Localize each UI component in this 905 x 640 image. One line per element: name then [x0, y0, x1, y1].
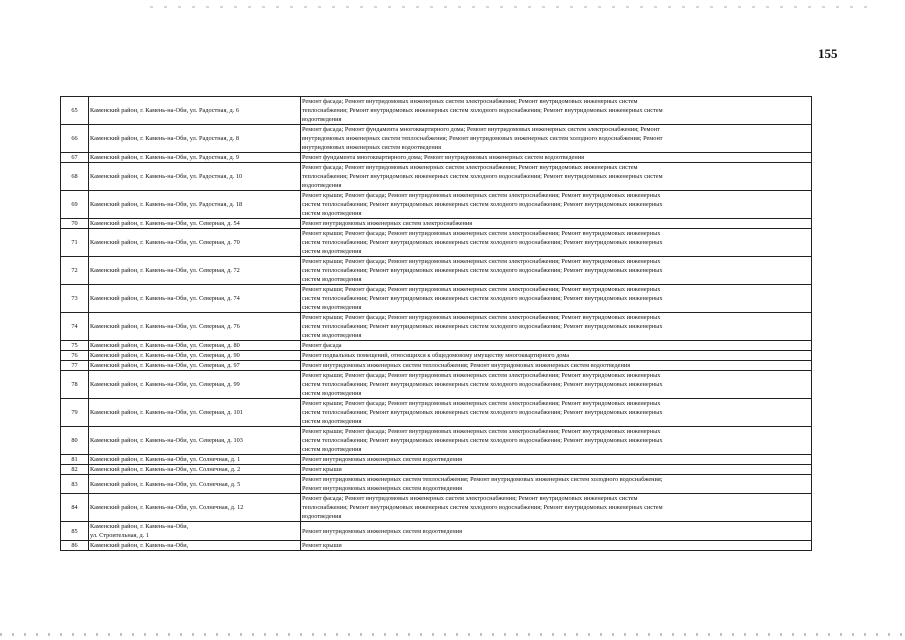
work-line: систем водоотведения	[302, 390, 362, 397]
work-cell	[301, 494, 812, 522]
scan-noise-bottom	[0, 633, 905, 636]
work-line: Ремонт фасада; Ремонт фундамента многоквартирного дома; Ремонт внутридомовых инженерных систем электроснабжения; Ремонт	[302, 126, 660, 133]
address-cell	[89, 163, 301, 191]
work-line: систем теплоснабжения; Ремонт внутридомовых инженерных систем холодного водоснабжения; Ремонт внутридомовых инженерных	[302, 323, 663, 330]
address-cell	[89, 153, 301, 163]
table-row	[61, 465, 812, 475]
work-line: систем теплоснабжения; Ремонт внутридомовых инженерных систем холодного водоснабжения; Ремонт внутридомовых инженерных	[302, 381, 663, 388]
address-cell	[89, 465, 301, 475]
address-line: Каменский район, г. Камень-на-Оби, ул. Северная, д. 80	[90, 342, 240, 349]
row-number: 75	[61, 341, 89, 351]
address-line: Каменский район, г. Камень-на-Оби, ул. Северная, д. 54	[90, 220, 240, 227]
work-line: систем водоотведения	[302, 332, 362, 339]
work-line: Ремонт крыши; Ремонт фасада; Ремонт внутридомовых инженерных систем электроснабжения; Ремонт внутридомовых инженерных	[302, 192, 661, 199]
table-row	[61, 163, 812, 191]
table-row	[61, 427, 812, 455]
address-cell	[89, 313, 301, 341]
row-number: 70	[61, 219, 89, 229]
work-line: Ремонт внутридомовых инженерных систем водоотведения	[302, 527, 463, 535]
work-line: Ремонт крыши; Ремонт фасада; Ремонт внутридомовых инженерных систем электроснабжения; Ремонт внутридомовых инженерных	[302, 286, 661, 293]
work-cell	[301, 313, 812, 341]
work-line: Ремонт фасада; Ремонт внутридомовых инженерных систем электроснабжения; Ремонт внутридомовых инженерных систем	[302, 98, 638, 105]
address-cell	[89, 371, 301, 399]
row-number: 71	[61, 229, 89, 257]
row-number: 84	[61, 494, 89, 522]
work-cell	[301, 427, 812, 455]
table-row	[61, 219, 812, 229]
table-row	[61, 341, 812, 351]
table-row	[61, 153, 812, 163]
table-row	[61, 97, 812, 125]
address-line: Каменский район, г. Камень-на-Оби, ул. Северная, д. 72	[90, 267, 240, 274]
work-cell	[301, 191, 812, 219]
work-line: теплоснабжения; Ремонт внутридомовых инженерных систем холодного водоснабжения; Ремонт внутридомовых инженерных систем	[302, 107, 663, 114]
row-number: 74	[61, 313, 89, 341]
work-line: водоотведения	[302, 513, 342, 520]
address-cell	[89, 257, 301, 285]
table-row	[61, 399, 812, 427]
table-body	[61, 97, 812, 551]
work-cell	[301, 163, 812, 191]
row-number: 80	[61, 427, 89, 455]
work-line: Ремонт крыши; Ремонт фасада; Ремонт внутридомовых инженерных систем электроснабжения; Ремонт внутридомовых инженерных	[302, 372, 661, 379]
address-cell	[89, 229, 301, 257]
address-cell	[89, 191, 301, 219]
work-line: систем водоотведения	[302, 248, 362, 255]
table-row	[61, 257, 812, 285]
housing-repair-table	[60, 96, 812, 551]
work-cell	[301, 125, 812, 153]
work-line: Ремонт крыши	[302, 466, 342, 473]
table-row	[61, 371, 812, 399]
row-number: 69	[61, 191, 89, 219]
work-cell	[301, 465, 812, 475]
row-number: 72	[61, 257, 89, 285]
address-cell	[89, 361, 301, 371]
work-line: Ремонт внутридомовых инженерных систем водоотведения	[302, 456, 463, 463]
work-line: теплоснабжения; Ремонт внутридомовых инженерных систем холодного водоснабжения; Ремонт внутридомовых инженерных систем	[302, 504, 663, 511]
address-cell	[89, 427, 301, 455]
work-line: систем теплоснабжения; Ремонт внутридомовых инженерных систем холодного водоснабжения; Ремонт внутридомовых инженерных	[302, 437, 663, 444]
address-line: Каменский район, г. Камень-на-Оби, ул. Радостная, д. 9	[90, 154, 240, 161]
address-line: Каменский район, г. Камень-на-Оби, ул. Солнечная, д. 12	[90, 504, 244, 511]
work-line: Ремонт внутридомовых инженерных систем теплоснабжения; Ремонт внутридомовых инженерных систем водоотведения	[302, 362, 631, 369]
address-line: Каменский район, г. Камень-на-Оби, ул. Радостная, д. 6	[90, 107, 240, 114]
row-number: 82	[61, 465, 89, 475]
work-line: Ремонт внутридомовых инженерных систем теплоснабжения; Ремонт внутридомовых инженерных систем холодного водоснабжения;	[302, 476, 663, 483]
address-line: Каменский район, г. Камень-на-Оби,	[90, 523, 189, 530]
work-line: Ремонт внутридомовых инженерных систем электроснабжения	[302, 220, 473, 227]
address-line: Каменский район, г. Камень-на-Оби, ул. Северная, д. 97	[90, 362, 240, 369]
address-line: Каменский район, г. Камень-на-Оби, ул. Северная, д. 103	[90, 437, 243, 444]
work-line: теплоснабжения; Ремонт внутридомовых инженерных систем холодного водоснабжения; Ремонт внутридомовых инженерных систем	[302, 173, 663, 180]
address-cell	[89, 522, 301, 541]
address-line: Каменский район, г. Камень-на-Оби, ул. Северная, д. 99	[90, 381, 240, 388]
work-cell	[301, 455, 812, 465]
work-line: систем теплоснабжения; Ремонт внутридомовых инженерных систем холодного водоснабжения; Ремонт внутридомовых инженерных	[302, 201, 663, 208]
row-number: 73	[61, 285, 89, 313]
work-line: Ремонт крыши	[302, 542, 342, 549]
table-row	[61, 455, 812, 465]
address-cell	[89, 125, 301, 153]
row-number: 76	[61, 351, 89, 361]
row-number: 85	[61, 522, 89, 541]
address-cell	[89, 219, 301, 229]
table-row	[61, 125, 812, 153]
work-line: Ремонт крыши; Ремонт фасада; Ремонт внутридомовых инженерных систем электроснабжения; Ремонт внутридомовых инженерных	[302, 400, 661, 407]
row-number: 67	[61, 153, 89, 163]
work-cell	[301, 351, 812, 361]
row-number: 83	[61, 475, 89, 494]
address-cell	[89, 97, 301, 125]
row-number: 77	[61, 361, 89, 371]
work-cell	[301, 219, 812, 229]
table-row	[61, 494, 812, 522]
work-line: Ремонт крыши; Ремонт фасада; Ремонт внутридомовых инженерных систем электроснабжения; Ремонт внутридомовых инженерных	[302, 258, 661, 265]
address-cell	[89, 494, 301, 522]
address-line: Каменский район, г. Камень-на-Оби, ул. Северная, д. 76	[90, 323, 240, 330]
page-number: 155	[818, 46, 838, 61]
work-cell	[301, 541, 812, 551]
table-row	[61, 541, 812, 551]
table-row	[61, 522, 812, 541]
work-line: внутридомовых инженерных систем водоотведения	[302, 144, 441, 151]
work-cell	[301, 97, 812, 125]
row-number: 79	[61, 399, 89, 427]
address-line: Каменский район, г. Камень-на-Оби, ул. Северная, д. 74	[90, 295, 240, 302]
work-line: систем теплоснабжения; Ремонт внутридомовых инженерных систем холодного водоснабжения; Ремонт внутридомовых инженерных	[302, 295, 663, 302]
row-number: 86	[61, 541, 89, 551]
scan-noise-top	[150, 6, 870, 8]
address-cell	[89, 341, 301, 351]
address-cell	[89, 399, 301, 427]
table-row	[61, 229, 812, 257]
work-line: Ремонт фасада; Ремонт внутридомовых инженерных систем электроснабжения; Ремонт внутридомовых инженерных систем	[302, 164, 638, 171]
address-cell	[89, 285, 301, 313]
address-cell	[89, 541, 301, 551]
row-number: 68	[61, 163, 89, 191]
work-line: систем водоотведения	[302, 210, 362, 217]
work-line: Ремонт крыши; Ремонт фасада; Ремонт внутридомовых инженерных систем электроснабжения; Ремонт внутридомовых инженерных	[302, 230, 661, 237]
work-cell	[301, 361, 812, 371]
work-line: систем водоотведения	[302, 304, 362, 311]
address-cell	[89, 475, 301, 494]
work-line: систем теплоснабжения; Ремонт внутридомовых инженерных систем холодного водоснабжения; Ремонт внутридомовых инженерных	[302, 409, 663, 416]
table-row	[61, 361, 812, 371]
address-line: Каменский район, г. Камень-на-Оби, ул. Солнечная, д. 5	[90, 480, 241, 488]
work-cell	[301, 341, 812, 351]
work-line: Ремонт фасада; Ремонт внутридомовых инженерных систем электроснабжения; Ремонт внутридомовых инженерных систем	[302, 495, 638, 502]
table-row	[61, 285, 812, 313]
address-line: Каменский район, г. Камень-на-Оби, ул. Северная, д. 70	[90, 239, 240, 246]
address-line: Каменский район, г. Камень-на-Оби, ул. Радостная, д. 10	[90, 173, 243, 180]
work-cell	[301, 257, 812, 285]
row-number: 66	[61, 125, 89, 153]
work-line: водоотведения	[302, 116, 342, 123]
work-line: систем теплоснабжения; Ремонт внутридомовых инженерных систем холодного водоснабжения; Ремонт внутридомовых инженерных	[302, 267, 663, 274]
address-cell	[89, 351, 301, 361]
address-line: Каменский район, г. Камень-на-Оби, ул. Северная, д. 90	[90, 352, 240, 359]
row-number: 65	[61, 97, 89, 125]
work-cell	[301, 475, 812, 494]
work-line: Ремонт крыши; Ремонт фасада; Ремонт внутридомовых инженерных систем электроснабжения; Ремонт внутридомовых инженерных	[302, 428, 661, 435]
address-line: Каменский район, г. Камень-на-Оби, ул. Солнечная, д. 2	[90, 466, 241, 473]
address-line: Каменский район, г. Камень-на-Оби, ул. Северная, д. 101	[90, 409, 243, 416]
address-line: Каменский район, г. Камень-на-Оби,	[90, 542, 189, 549]
row-number: 78	[61, 371, 89, 399]
work-cell	[301, 399, 812, 427]
work-line: систем водоотведения	[302, 446, 362, 453]
work-cell	[301, 371, 812, 399]
address-line: Каменский район, г. Камень-на-Оби, ул. Солнечная, д. 1	[90, 456, 241, 463]
work-line: Ремонт фундамента многоквартирного дома; Ремонт внутридомовых инженерных систем водоотведения	[302, 154, 584, 161]
work-line: Ремонт крыши; Ремонт фасада; Ремонт внутридомовых инженерных систем электроснабжения; Ремонт внутридомовых инженерных	[302, 314, 661, 321]
work-cell	[301, 229, 812, 257]
work-line: систем теплоснабжения; Ремонт внутридомовых инженерных систем холодного водоснабжения; Ремонт внутридомовых инженерных	[302, 239, 663, 246]
work-line: Ремонт внутридомовых инженерных систем водоотведения	[302, 485, 463, 492]
address-line: Каменский район, г. Камень-на-Оби, ул. Радостная, д. 8	[90, 135, 240, 142]
address-cell	[89, 455, 301, 465]
table-row	[61, 475, 812, 494]
work-cell	[301, 522, 812, 541]
work-line: Ремонт фасада	[302, 342, 342, 349]
address-line: ул. Строительная, д. 1	[90, 532, 150, 539]
address-line: Каменский район, г. Камень-на-Оби, ул. Радостная, д. 18	[90, 201, 243, 208]
row-number: 81	[61, 455, 89, 465]
table-row	[61, 351, 812, 361]
work-line: водоотведения	[302, 182, 342, 189]
work-line: внутридомовых инженерных систем теплоснабжения; Ремонт внутридомовых инженерных систем холодного водоснабжения; Ремонт	[302, 135, 663, 142]
table-row	[61, 313, 812, 341]
table-row	[61, 191, 812, 219]
work-cell	[301, 285, 812, 313]
work-line: систем водоотведения	[302, 418, 362, 425]
work-cell	[301, 153, 812, 163]
work-line: систем водоотведения	[302, 276, 362, 283]
work-line: Ремонт подвальных помещений, относящихся к общедомовому имуществу многоквартирного дома	[302, 352, 570, 359]
